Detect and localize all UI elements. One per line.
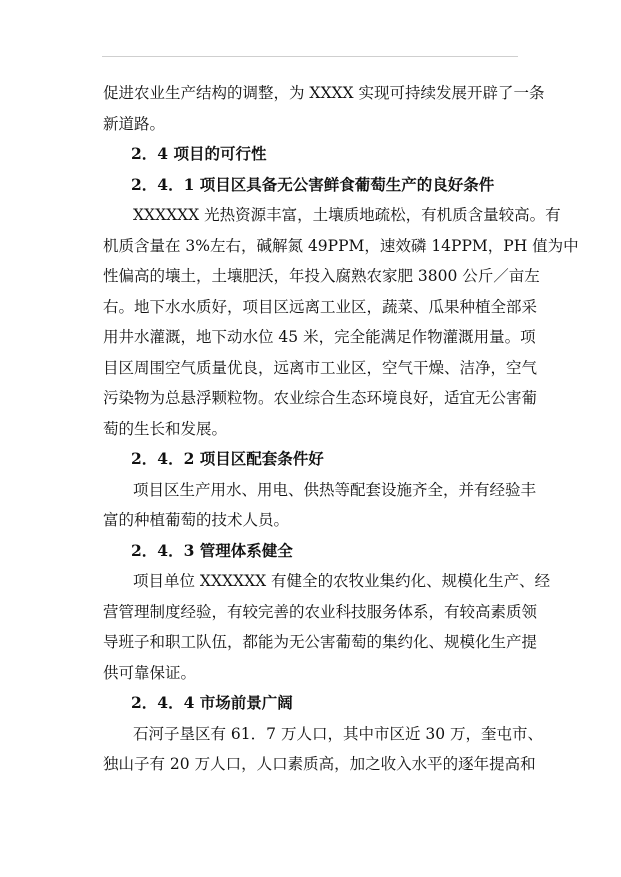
heading-2-4-3: 2．4．3 管理体系健全	[131, 540, 293, 560]
paragraph-continuation	[103, 78, 545, 139]
text-line: XXXXXX 光热资源丰富，土壤质地疏松，有机质含量较高。有	[133, 206, 561, 224]
text-line: 促进农业生产结构的调整，为 XXXX 实现可持续发展开辟了一条	[103, 84, 545, 102]
text-line: 供可靠保证。	[103, 663, 197, 682]
text-line: 性偏高的壤土，土壤肥沃，年投入腐熟农家肥 3800 公斤／亩左	[103, 267, 540, 285]
heading-2-4-4: 2．4．4 市场前景广阔	[131, 693, 293, 712]
text-line: 目区周围空气质量优良，远离市工业区，空气干燥、洁净，空气	[103, 358, 538, 377]
text-line: 营管理制度经验，有较完善的农业科技服务体系，有较高素质领	[103, 602, 538, 621]
text-line: 机质含量在 3%左右，碱解氮 49PPM，速效磷 14PPM，PH 值为中	[103, 236, 579, 255]
header-rule	[102, 56, 518, 57]
text-line: 导班子和职工队伍，都能为无公害葡萄的集约化、规模化生产提	[103, 633, 538, 651]
heading-2-4-2: 2．4．2 项目区配套条件好	[131, 449, 324, 468]
text-line: 新道路。	[103, 114, 166, 133]
heading-2-4: 2．4 项目的可行性	[131, 144, 267, 163]
text-line: 独山子有 20 万人口，人口素质高，加之收入水平的逐年提高和	[103, 755, 536, 773]
text-line: 右。地下水水质好，项目区远离工业区，蔬菜、瓜果种植全部采	[103, 297, 538, 316]
paragraph-market	[103, 719, 544, 780]
paragraph-management	[103, 566, 551, 688]
text-line: 富的种植葡萄的技术人员。	[103, 511, 290, 529]
paragraph-conditions	[103, 200, 579, 444]
document-body	[103, 78, 579, 780]
paragraph-supporting	[103, 475, 537, 536]
text-line: 项目区生产用水、用电、供热等配套设施齐全，并有经验丰	[133, 480, 537, 499]
text-line: 项目单位 XXXXXX 有健全的农牧业集约化、规模化生产、经	[133, 572, 551, 590]
text-line: 用井水灌溉，地下动水位 45 米，完全能满足作物灌溉用量。项	[103, 328, 536, 346]
text-line: 石河子垦区有 61．7 万人口，其中市区近 30 万，奎屯市、	[133, 724, 544, 743]
text-line: 污染物为总悬浮颗粒物。农业综合生态环境良好，适宜无公害葡	[103, 389, 538, 407]
heading-2-4-1: 2．4．1 项目区具备无公害鲜食葡萄生产的良好条件	[131, 174, 495, 194]
text-line: 萄的生长和发展。	[103, 419, 228, 438]
